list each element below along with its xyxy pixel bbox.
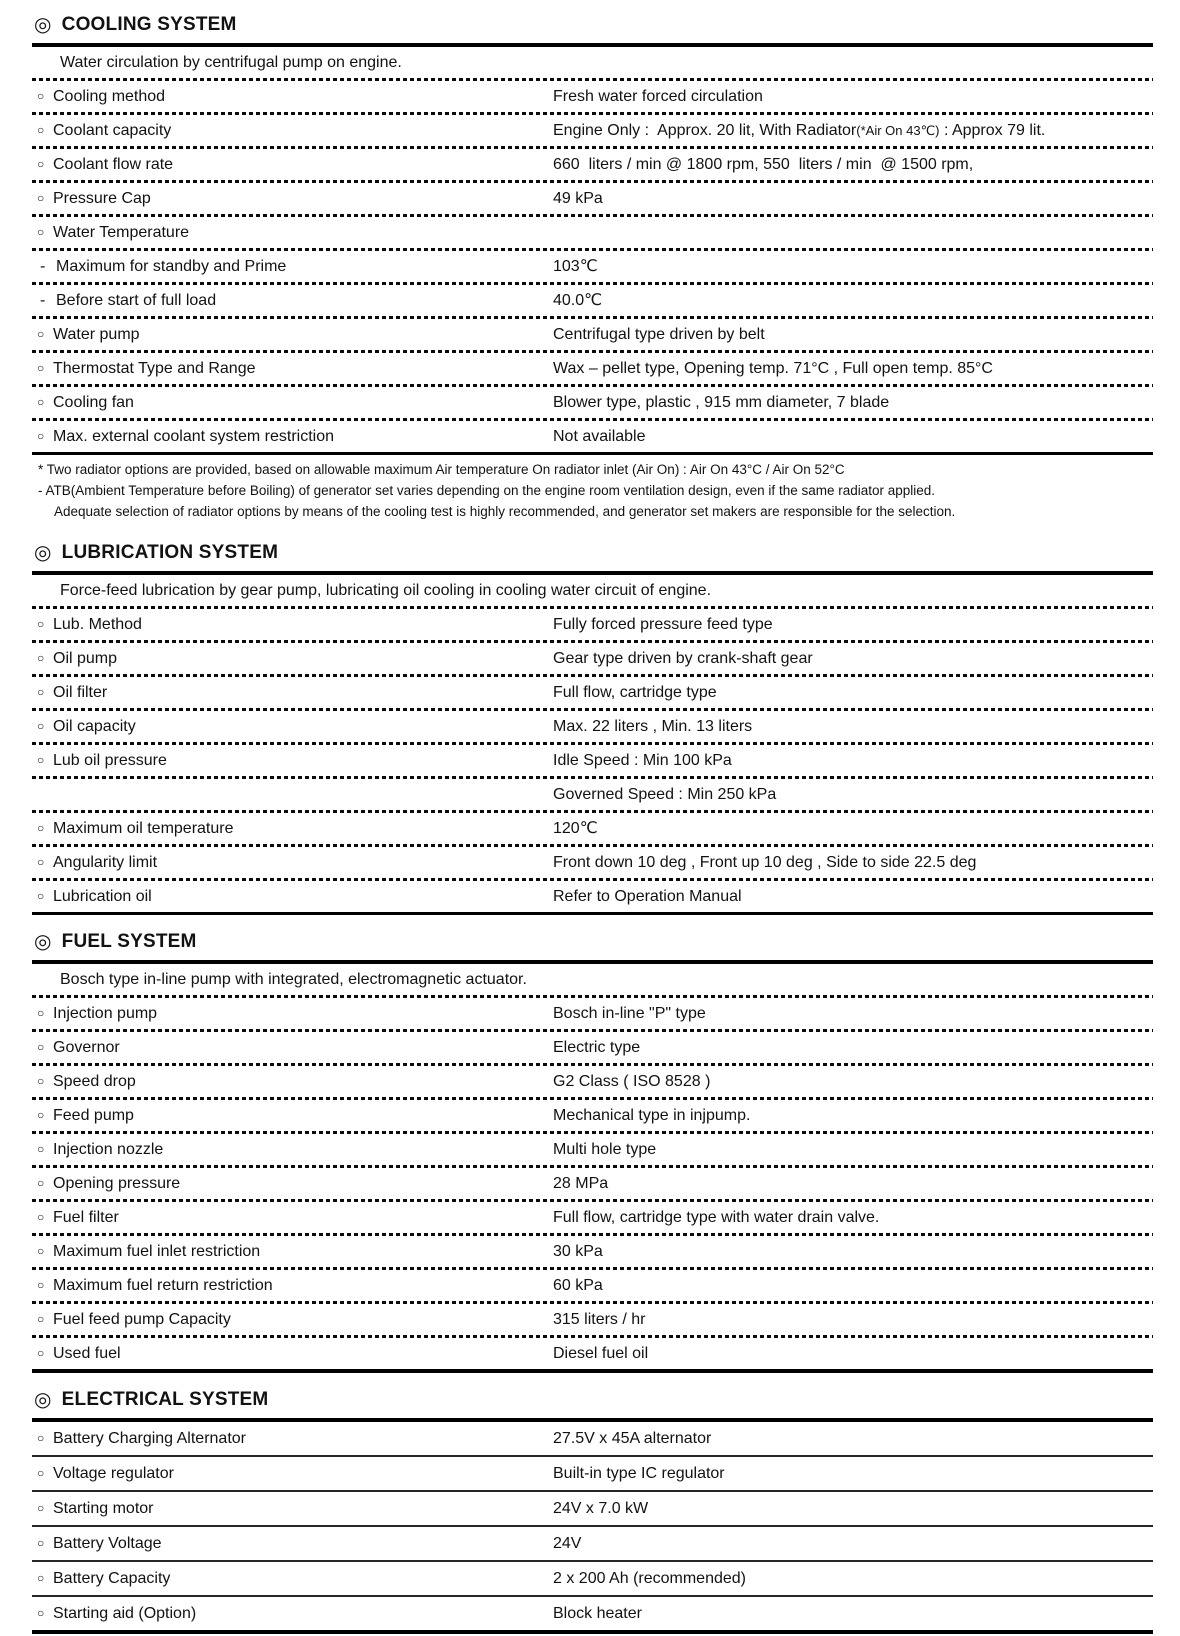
circle-bullet-icon: ○ — [37, 1465, 45, 1480]
spec-row — [32, 1562, 1153, 1595]
row-label: ○ Battery Voltage — [32, 1534, 553, 1554]
row-label: ○ Oil filter — [32, 683, 553, 703]
row-label: ○ Maximum fuel return restriction — [32, 1276, 553, 1296]
section-lubrication — [32, 540, 1153, 915]
circle-bullet-icon: ○ — [37, 1500, 45, 1515]
table-intro-row — [32, 964, 1153, 995]
spec-row — [32, 1134, 1153, 1165]
spec-row — [32, 1202, 1153, 1233]
spec-row — [32, 1492, 1153, 1525]
spec-row — [32, 1032, 1153, 1063]
spec-row — [32, 1597, 1153, 1630]
circle-bullet-icon: ○ — [37, 1243, 45, 1258]
circle-bullet-icon: ○ — [37, 1430, 45, 1445]
circle-bullet-icon: ○ — [37, 1535, 45, 1550]
circle-bullet-icon: ○ — [37, 820, 45, 835]
row-value: 120℃ — [553, 819, 598, 837]
row-label: ○ Battery Charging Alternator — [32, 1429, 553, 1449]
row-value: 27.5V x 45A alternator — [553, 1429, 712, 1447]
row-value: Built-in type IC regulator — [553, 1464, 725, 1482]
spec-row — [32, 115, 1153, 146]
circle-bullet-icon: ○ — [37, 88, 45, 103]
spec-row — [32, 1422, 1153, 1455]
row-value: 315 liters / hr — [553, 1310, 646, 1328]
circle-bullet-icon: ○ — [37, 190, 45, 205]
section-header — [34, 929, 1153, 955]
circle-bullet-icon: ○ — [37, 326, 45, 341]
section-header — [34, 1387, 1153, 1413]
row-value: Full flow, cartridge type — [553, 683, 717, 701]
spec-row — [32, 609, 1153, 640]
dash-bullet: - — [40, 257, 46, 275]
circle-bullet-icon: ○ — [37, 650, 45, 665]
circle-bullet-icon: ○ — [37, 1073, 45, 1088]
row-label: ○ Oil capacity — [32, 717, 553, 737]
row-label: ○ Coolant flow rate — [32, 155, 553, 175]
row-label: ○ Cooling method — [32, 87, 553, 107]
row-value: Diesel fuel oil — [553, 1344, 649, 1362]
spec-row — [32, 1100, 1153, 1131]
spec-row — [32, 1304, 1153, 1335]
spec-row — [32, 847, 1153, 878]
spec-row — [32, 149, 1153, 180]
row-value: Not available — [553, 427, 646, 445]
row-label: ○ Thermostat Type and Range — [32, 359, 553, 379]
table-end-rule — [32, 1630, 1153, 1634]
row-value: Block heater — [553, 1604, 642, 1622]
circle-bullet-icon: ○ — [37, 1570, 45, 1585]
circle-bullet-icon: ○ — [37, 1175, 45, 1190]
intro-text: Water circulation by centrifugal pump on engine. — [60, 53, 402, 71]
section-title: ELECTRICAL SYSTEM — [61, 1389, 269, 1410]
section-fuel — [32, 929, 1153, 1373]
spec-row — [32, 881, 1153, 912]
circle-bullet-icon: ○ — [37, 616, 45, 631]
table-end-rule — [32, 912, 1153, 915]
spec-row — [32, 81, 1153, 112]
spec-row — [32, 285, 1153, 316]
circle-bullet-icon: ○ — [37, 1039, 45, 1054]
section-title: COOLING SYSTEM — [61, 14, 237, 35]
row-label: ○ Governor — [32, 1038, 553, 1058]
spec-row — [32, 779, 1153, 810]
row-value: Mechanical type in injpump. — [553, 1106, 751, 1124]
row-value: Fresh water forced circulation — [553, 87, 763, 105]
row-label: ○ Starting motor — [32, 1499, 553, 1519]
spec-row — [32, 711, 1153, 742]
circle-bullet-icon: ○ — [37, 684, 45, 699]
row-value: Engine Only : Approx. 20 lit, With Radiator(*Air On 43℃) : Approx 79 lit. — [553, 121, 1046, 139]
row-value: 49 kPa — [553, 189, 603, 207]
section-title: FUEL SYSTEM — [61, 931, 197, 952]
section-cooling — [32, 12, 1153, 526]
footnotes — [32, 455, 1153, 526]
row-value: Wax – pellet type, Opening temp. 71°C , Full open temp. 85°C — [553, 359, 993, 377]
circle-bullet-icon: ○ — [37, 156, 45, 171]
circle-bullet-icon: ○ — [37, 1141, 45, 1156]
spec-row — [32, 217, 1153, 248]
spec-row — [32, 251, 1153, 282]
row-value: 2 x 200 Ah (recommended) — [553, 1569, 746, 1587]
bullseye-icon: ◎ — [34, 14, 52, 36]
spec-row — [32, 183, 1153, 214]
spec-row — [32, 387, 1153, 418]
circle-bullet-icon: ○ — [37, 394, 45, 409]
row-value: Front down 10 deg , Front up 10 deg , Side to side 22.5 deg — [553, 853, 977, 871]
dash-bullet: - — [40, 291, 46, 309]
row-value: Multi hole type — [553, 1140, 657, 1158]
spec-row — [32, 998, 1153, 1029]
row-label: ○ Battery Capacity — [32, 1569, 553, 1589]
row-label: ○ Angularity limit — [32, 853, 553, 873]
circle-bullet-icon: ○ — [37, 752, 45, 767]
circle-bullet-icon: ○ — [37, 854, 45, 869]
circle-bullet-icon: ○ — [37, 1345, 45, 1360]
section-title: LUBRICATION SYSTEM — [61, 542, 279, 563]
spec-row — [32, 319, 1153, 350]
row-label: ○ Feed pump — [32, 1106, 553, 1126]
circle-bullet-icon: ○ — [37, 718, 45, 733]
bullseye-icon: ◎ — [34, 1389, 52, 1411]
row-label: ○ Oil pump — [32, 649, 553, 669]
row-value: Governed Speed : Min 250 kPa — [553, 785, 777, 803]
table-intro-row — [32, 47, 1153, 78]
spec-row — [32, 1066, 1153, 1097]
row-value: Idle Speed : Min 100 kPa — [553, 751, 732, 769]
spec-row — [32, 745, 1153, 776]
row-label: ○ Opening pressure — [32, 1174, 553, 1194]
row-value: 103℃ — [553, 257, 598, 275]
row-value: Max. 22 liters , Min. 13 liters — [553, 717, 753, 735]
row-value: Blower type, plastic , 915 mm diameter, 7 blade — [553, 393, 890, 411]
spec-row — [32, 421, 1153, 452]
bullseye-icon: ◎ — [34, 542, 52, 564]
spec-row — [32, 1236, 1153, 1267]
circle-bullet-icon: ○ — [37, 1005, 45, 1020]
spec-row — [32, 1270, 1153, 1301]
row-label: ○ Injection nozzle — [32, 1140, 553, 1160]
circle-bullet-icon: ○ — [37, 1605, 45, 1620]
circle-bullet-icon: ○ — [37, 122, 45, 137]
row-label: ○ Cooling fan — [32, 393, 553, 413]
circle-bullet-icon: ○ — [37, 1311, 45, 1326]
spec-row — [32, 813, 1153, 844]
row-label: ○ Voltage regulator — [32, 1464, 553, 1484]
row-label: ○ Max. external coolant system restriction — [32, 427, 553, 447]
circle-bullet-icon: ○ — [37, 428, 45, 443]
row-label: ○ Pressure Cap — [32, 189, 553, 209]
row-value: Refer to Operation Manual — [553, 887, 742, 905]
table-intro-row — [32, 575, 1153, 606]
row-label: ○ Fuel filter — [32, 1208, 553, 1228]
row-label: ○ Lub oil pressure — [32, 751, 553, 771]
row-label: - Maximum for standby and Prime — [32, 257, 553, 277]
footnote-line: - ATB(Ambient Temperature before Boiling) of generator set varies depending on the engine room ventilation design, even if the same radiator applied. — [38, 483, 936, 498]
row-value: Bosch in-line "P" type — [553, 1004, 706, 1022]
section-electrical — [32, 1387, 1153, 1634]
row-value: Gear type driven by crank-shaft gear — [553, 649, 813, 667]
row-label: ○ Injection pump — [32, 1004, 553, 1024]
spec-row — [32, 353, 1153, 384]
circle-bullet-icon: ○ — [37, 1107, 45, 1122]
row-label: ○ Maximum oil temperature — [32, 819, 553, 839]
row-label: ○ Lub. Method — [32, 615, 553, 635]
circle-bullet-icon: ○ — [37, 888, 45, 903]
spec-row — [32, 1338, 1153, 1369]
row-value: 660 liters / min @ 1800 rpm, 550 liters / min @ 1500 rpm, — [553, 155, 974, 173]
footnote-line: * Two radiator options are provided, based on allowable maximum Air temperature On radiator inlet (Air On) : Air On 43°C / Air On 52°C — [38, 462, 845, 477]
row-label: ○ Speed drop — [32, 1072, 553, 1092]
row-label: ○ Water Temperature — [32, 223, 553, 243]
intro-text: Force-feed lubrication by gear pump, lubricating oil cooling in cooling water circuit of engine. — [60, 581, 712, 599]
row-value: Full flow, cartridge type with water drain valve. — [553, 1208, 880, 1226]
row-label: ○ Starting aid (Option) — [32, 1604, 553, 1624]
row-value: Centrifugal type driven by belt — [553, 325, 765, 343]
row-value: 24V x 7.0 kW — [553, 1499, 649, 1517]
spec-row — [32, 1168, 1153, 1199]
bullseye-icon: ◎ — [34, 931, 52, 953]
row-value: Electric type — [553, 1038, 641, 1056]
spec-row — [32, 643, 1153, 674]
circle-bullet-icon: ○ — [37, 1209, 45, 1224]
row-value: 40.0℃ — [553, 291, 603, 309]
circle-bullet-icon: ○ — [37, 224, 45, 239]
row-label: ○ Fuel feed pump Capacity — [32, 1310, 553, 1330]
row-label: - Before start of full load — [32, 291, 553, 311]
footnote-line: Adequate selection of radiator options by means of the cooling test is highly recommended, and generator set makers are responsible for the selection. — [54, 504, 956, 519]
row-value: 30 kPa — [553, 1242, 603, 1260]
row-label: ○ Used fuel — [32, 1344, 553, 1364]
circle-bullet-icon: ○ — [37, 360, 45, 375]
row-value: Fully forced pressure feed type — [553, 615, 773, 633]
section-header — [34, 12, 1153, 38]
circle-bullet-icon: ○ — [37, 1277, 45, 1292]
section-header — [34, 540, 1153, 566]
row-value: 60 kPa — [553, 1276, 603, 1294]
row-label: ○ Water pump — [32, 325, 553, 345]
row-label: ○ Coolant capacity — [32, 121, 553, 141]
table-end-rule — [32, 1369, 1153, 1373]
spec-row — [32, 1527, 1153, 1560]
spec-row — [32, 677, 1153, 708]
row-value: G2 Class ( ISO 8528 ) — [553, 1072, 711, 1090]
row-label: ○ Maximum fuel inlet restriction — [32, 1242, 553, 1262]
row-value: 28 MPa — [553, 1174, 609, 1192]
row-label: ○ Lubrication oil — [32, 887, 553, 907]
row-value: 24V — [553, 1534, 582, 1552]
intro-text: Bosch type in-line pump with integrated, electromagnetic actuator. — [60, 970, 527, 988]
spec-row — [32, 1457, 1153, 1490]
